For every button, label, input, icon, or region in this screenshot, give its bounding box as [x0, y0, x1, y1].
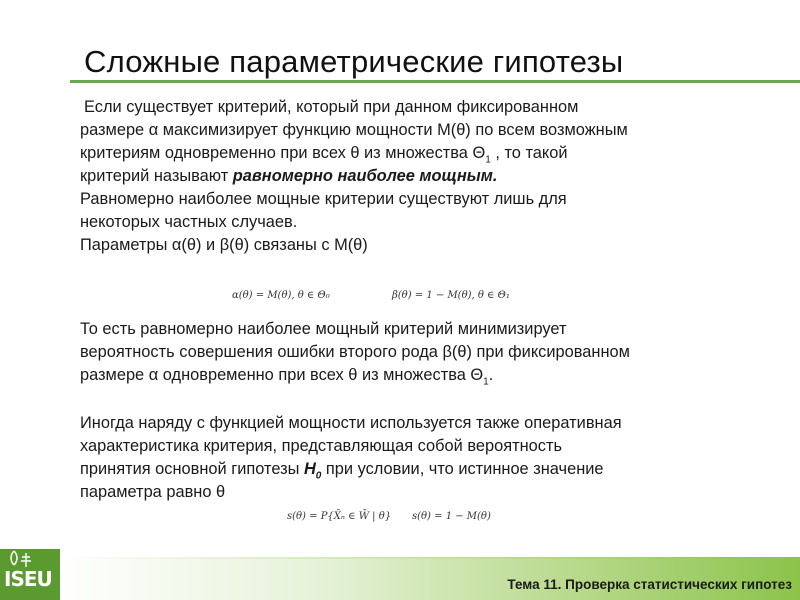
text-line: принятия основной гипотезы $H_0$ при условии, что истинное значение	[80, 460, 604, 482]
slide-title: Сложные параметрические гипотезы	[84, 44, 624, 79]
leaf-icon	[0, 549, 60, 569]
text-line: То есть равномерно наиболее мощный критерий минимизирует	[80, 320, 567, 338]
formula-beta: β(θ) = 1 − M(θ), θ ∈ Θ₁	[392, 290, 510, 301]
emphasis-term: равномерно наиболее мощным.	[232, 167, 498, 185]
text-line: параметра равно θ	[80, 483, 226, 501]
text-line: размере α одновременно при всех θ из множества $\Theta_1$.	[80, 366, 494, 388]
logo-text: ISEU	[4, 567, 52, 591]
text-line: размере α максимизирует функцию мощности M(θ) по всем возможным	[80, 121, 628, 139]
formula-s-probability: s(θ) = P{X̄ₙ ∈ W̄ | θ}	[287, 511, 392, 522]
hypothesis-symbol: H	[303, 460, 316, 478]
text-line: характеристика критерия, представляющая собой вероятность	[80, 437, 563, 455]
iseu-logo	[0, 549, 60, 600]
text-line: Иногда наряду с функцией мощности используется также оперативная	[80, 414, 622, 432]
text-line: критериям одновременно при всех θ из множества $\Theta_1$ , то такой	[80, 144, 568, 166]
text-line: вероятность совершения ошибки второго рода β(θ) при фиксированном	[80, 343, 630, 361]
text-line: Если существует критерий, который при данном фиксированном	[84, 98, 579, 116]
text-line: Равномерно наиболее мощные критерии существуют лишь для	[80, 190, 567, 208]
text-line: Параметры α(θ) и β(θ) связаны с M(θ)	[80, 236, 368, 254]
footer-bar	[0, 549, 800, 600]
title-underline	[70, 80, 800, 83]
text-line: некоторых частных случаев.	[80, 213, 298, 231]
formula-s-complement: s(θ) = 1 − M(θ)	[412, 511, 491, 522]
paragraph-operating-characteristic	[80, 412, 770, 504]
topic-label: Тема 11. Проверка статистических гипотез	[507, 577, 792, 592]
formula-alpha: α(θ) = M(θ), θ ∈ Θ₀	[232, 290, 330, 301]
paragraph-minimize	[80, 318, 770, 387]
text-line: критерий называют равномерно наиболее мощным.	[80, 167, 498, 185]
paragraph-definition	[80, 96, 770, 257]
